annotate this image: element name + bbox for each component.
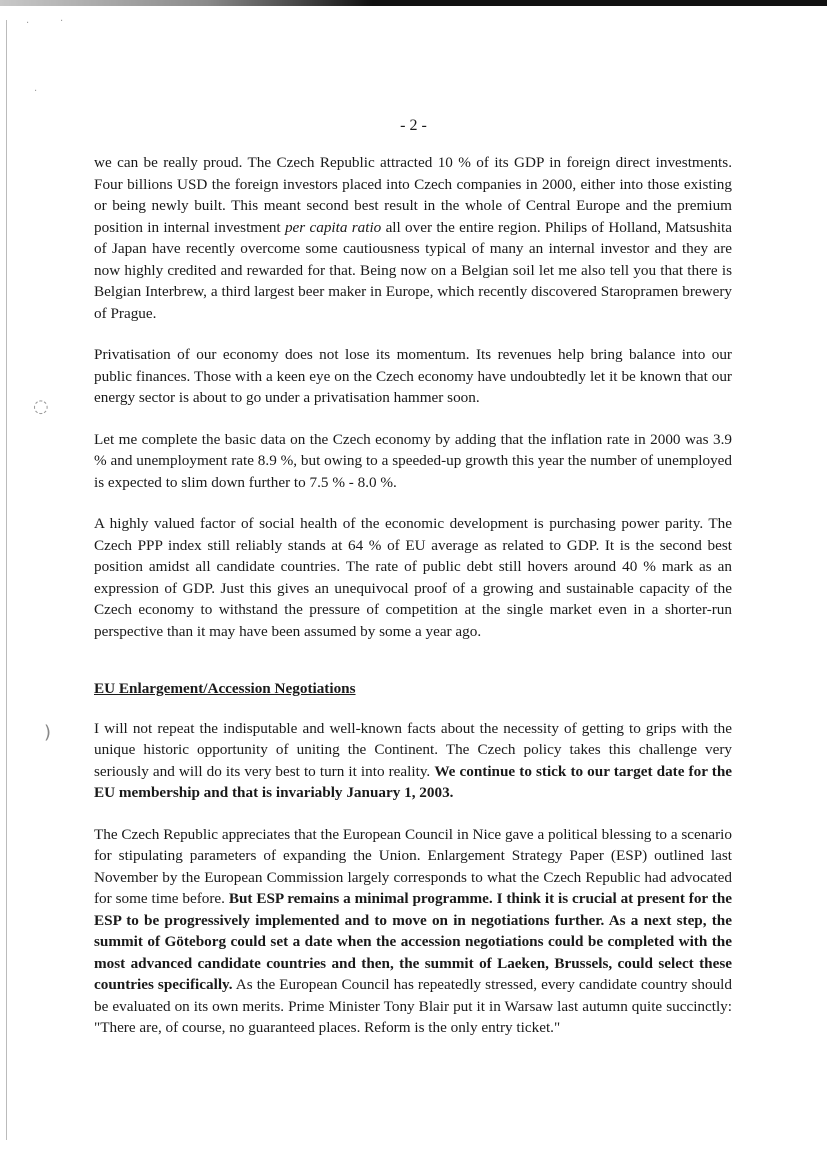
text-run: we can be really proud. The Czech Republic attracted 10 % of its GDP in foreign direct investments. Four billions USD the foreign investors placed into Czech companies in 2000, either into those existing or being newly built. This meant second best result in the whole of Central Europe and the premium position in internal investment [94, 154, 732, 236]
punch-hole-mark: ◌ [33, 396, 49, 417]
text-run: all over the entire region. Philips of Holland, Matsushita of Japan have recently overcome some cautiousness typical of many an internal investor and they are now highly credited and rewarded for that. Being now on a Belgian soil let me also tell you that there is Belgian Interbrew, a third largest beer maker in Europe, which recently discovered Staropramen brewery of Prague. [94, 218, 733, 322]
punch-hole-mark: ) [44, 722, 52, 743]
paragraph-nice-council [94, 824, 732, 1039]
paragraph-fdi [94, 152, 732, 324]
document-body [94, 152, 732, 1059]
text-run: The Czech Republic appreciates that the European Council in Nice gave a political blessing to a scenario for stipulating parameters of expanding the Union. Enlargement Strategy Paper (ESP) outlined last November by the European Commission largely corresponds to what the Czech Republic had advocated for some time before. [94, 825, 732, 907]
scan-speck: · [60, 16, 64, 27]
bold-statement: But ESP remains a minimal programme. I think it is crucial at present for the ESP to be progressively implemented and to move on in negotiations further. As a next step, the summit of Göteborg could set a date when the accession negotiations could be completed with the most advanced candidate countries and then, the summit of Laeken, Brussels, could select these countries specifically. [94, 890, 733, 993]
scan-left-edge [6, 20, 7, 1140]
scan-speck: · [26, 18, 30, 29]
bold-statement: We continue to stick to our target date for the EU membership and that is invariably January 1, 2003. [94, 762, 733, 801]
text-run: I will not repeat the indisputable and well-known facts about the necessity of getting to grips with the unique historic opportunity of uniting the Continent. The Czech policy takes this challenge very seriously and will do its very best to turn it into reality. [94, 719, 732, 780]
text-run: As the European Council has repeatedly stressed, every candidate country should be evaluated on its own merits. Prime Minister Tony Blair put it in Warsaw last autumn quite succinctly: "There are, of course, no guaranteed places. Reform is the only entry ticket." [94, 976, 732, 1036]
italic-term: per capita ratio [284, 218, 382, 236]
paragraph-continent [94, 718, 732, 804]
paragraph-inflation: Let me complete the basic data on the Czech economy by adding that the inflation rate in 2000 was 3.9 % and unemployment rate 8.9 %, but owing to a speeded-up growth this year the number of unemployed is expected to slim down further to 7.5 % - 8.0 %. [94, 430, 732, 491]
page-number: - 2 - [400, 117, 427, 134]
section-heading: EU Enlargement/Accession Negotiations [94, 680, 356, 697]
scan-speck: · [34, 86, 38, 97]
paragraph-ppp: A highly valued factor of social health of the economic development is purchasing power parity. The Czech PPP index still reliably stands at 64 % of EU average as related to GDP. It is the second best position amidst all candidate countries. The rate of public debt still hovers around 40 % mark as an expression of GDP. Just this gives an unequivocal proof of a growing and sustainable capacity of the Czech economy to withstand the pressure of competition at the single market even in a shorter-run perspective than it may have been assumed by some a year ago. [94, 515, 732, 640]
paragraph-privatisation: Privatisation of our economy does not lose its momentum. Its revenues help bring balance into our public finances. Those with a keen eye on the Czech economy have undoubtedly let it be known that our energy sector is about to go under a privatisation hammer soon. [94, 346, 732, 406]
scan-top-rule [0, 0, 827, 6]
